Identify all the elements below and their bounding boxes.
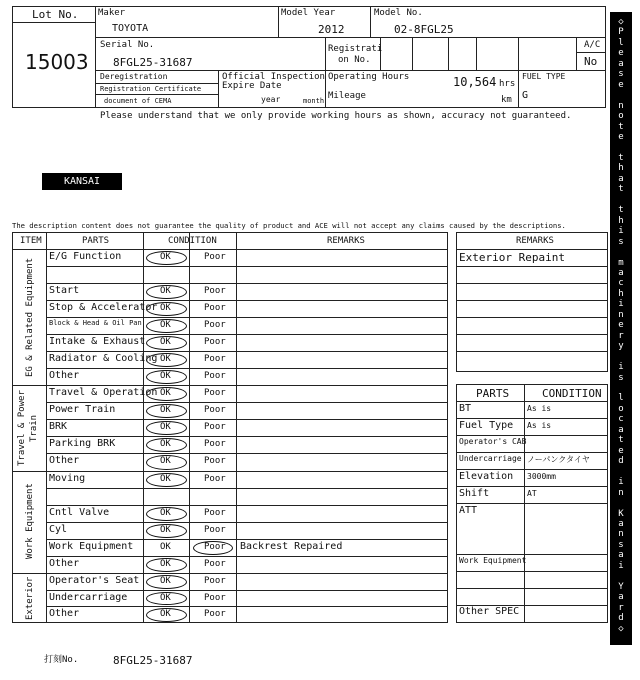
ok-selected-oval [146,524,187,538]
sidebar-char: ◇ [618,17,624,27]
row-part-label: Other [49,558,80,569]
ok-selected-oval [146,319,187,333]
col-header-remarks: REMARKS [327,236,365,246]
condition-ok: OK [160,439,171,449]
sidebar-char: i [618,560,624,571]
ok-selected-oval [146,558,187,572]
ok-selected-oval [146,608,187,622]
sidebar-char: t [618,184,624,195]
sidebar-char: o [618,111,624,122]
sidebar-char: l [618,37,624,48]
sidebar-char: i [618,477,624,488]
poor-selected-oval [193,541,233,555]
right-remarks-first: Exterior Repaint [459,251,565,264]
condition-poor: Poor [204,593,226,603]
condition-ok: OK [160,542,171,552]
condition-ok: OK [160,474,171,484]
model-year-label: Model Year [281,8,336,18]
fuel-type-label: FUEL TYPE [522,72,566,81]
sidebar-char: n [618,487,624,498]
sidebar-char: o [618,403,624,414]
ok-selected-oval [146,473,187,487]
sidebar-char: Y [618,581,624,592]
year-label: year [261,95,281,104]
condition-ok: OK [160,388,171,398]
condition-poor: Poor [204,405,226,415]
group-label-travel-2: Train [29,414,39,442]
right-parts-col-parts: PARTS [476,387,510,400]
operating-hours-value: 10,564 [453,75,497,89]
row-part-label: Block & Head & Oil Pan [49,319,142,327]
row-part-label: Operator's Seat [49,575,140,586]
month-label: month [303,97,325,105]
sidebar-char: s [618,69,624,80]
row-part-label: Undercarriage [49,592,128,603]
sidebar-char: P [618,27,624,38]
condition-poor: Poor [204,252,226,262]
sidebar-char: l [618,393,624,404]
sidebar-char: a [618,592,624,603]
sidebar-char: e [618,445,624,456]
condition-poor: Poor [204,422,226,432]
spec-part-label: Undercarriage [459,454,522,463]
condition-ok: OK [160,576,171,586]
group-label-travel-1: Travel & Power [17,390,27,466]
ok-selected-oval [146,285,187,299]
stamp-value: 8FGL25-31687 [113,654,193,667]
sidebar-char: i [618,362,624,373]
hours-notice: Please understand that we only provide working hours as shown, accuracy not guaranteed. [100,111,572,121]
spec-part-label: Shift [459,488,490,499]
maker-label: Maker [98,8,126,18]
model-year-value: 2012 [318,23,345,36]
serial-no-value: 8FGL25-31687 [113,56,193,69]
sidebar-char: s [618,539,624,550]
ok-selected-oval [146,387,187,401]
row-part-label: Other [49,608,80,619]
fuel-type-value: G [522,90,529,101]
spec-condition-value: AT [527,489,537,498]
spec-part-label: Elevation [459,471,514,482]
spec-part-label: ATT [459,505,478,516]
sidebar-char: a [618,58,624,69]
sidebar-char: t [618,435,624,446]
spec-part-label: BT [459,403,472,414]
condition-ok: OK [160,337,171,347]
sidebar-char: r [618,330,624,341]
group-label-eg: EG & Related Equipment [25,257,35,378]
condition-ok: OK [160,303,171,313]
row-part-label: Cyl [49,524,68,535]
row-part-label: BRK [49,421,68,432]
sidebar-char: y [618,341,624,352]
row-part-label: Intake & Exhaust [49,336,146,347]
model-no-value: 02-8FGL25 [394,23,454,36]
condition-ok: OK [160,456,171,466]
sidebar-char: n [618,100,624,111]
row-part-label: Other [49,370,80,381]
condition-poor: Poor [204,576,226,586]
sidebar-char: r [618,602,624,613]
spec-condition-value: ノーパンクタイヤ [527,455,590,464]
sidebar-char: s [618,236,624,247]
row-part-label: Cntl Valve [49,507,110,518]
row-part-label: E/G Function [49,251,122,262]
cema-document-label: document of CEMA [104,97,172,105]
row-part-label: Start [49,285,80,296]
sidebar-char: t [618,152,624,163]
sidebar-char: h [618,163,624,174]
spec-condition-value: As is [527,404,552,413]
row-part-label: Work Equipment [49,541,134,552]
spec-part-label: Work Equipment [459,556,527,565]
group-label-work: Work Equipment [25,483,35,560]
serial-no-label: Serial No. [100,40,155,50]
condition-ok: OK [160,286,171,296]
condition-poor: Poor [204,354,226,364]
spec-part-label: Fuel Type [459,420,514,431]
row-part-label: Radiator & Cooling [49,353,158,364]
condition-poor: Poor [204,337,226,347]
inspection-label-1: Official Inspection [222,72,325,82]
condition-ok: OK [160,609,171,619]
condition-poor: Poor [204,286,226,296]
sidebar-char: s [618,372,624,383]
condition-poor: Poor [204,456,226,466]
sidebar-char: a [618,173,624,184]
right-remarks-header: REMARKS [516,236,554,246]
ok-selected-oval [146,353,187,367]
operating-hours-label: Operating Hours [328,72,410,82]
row-remark: Backrest Repaired [240,541,343,552]
sidebar-char: a [618,518,624,529]
condition-ok: OK [160,593,171,603]
spec-part-label: Operator's CAB [459,437,527,446]
model-no-label: Model No. [374,8,423,18]
condition-poor: Poor [204,474,226,484]
sidebar-char: m [618,257,624,268]
col-header-item: ITEM [20,236,42,246]
ok-selected-oval [146,455,187,470]
ok-selected-oval [146,438,187,452]
sidebar-char: d [618,456,624,467]
condition-poor: Poor [204,525,226,535]
sidebar-char: e [618,320,624,331]
mileage-label: Mileage [328,91,366,101]
spec-part-label: Other SPEC [459,606,520,617]
sidebar-char: i [618,226,624,237]
sidebar-char: a [618,550,624,561]
ok-selected-oval [146,421,187,435]
condition-poor: Poor [204,542,226,552]
condition-ok: OK [160,252,171,262]
lot-no-label: Lot No. [32,8,79,21]
condition-ok: OK [160,354,171,364]
row-part-label: Travel & Operation [49,387,158,398]
sidebar-char: h [618,215,624,226]
condition-ok: OK [160,405,171,415]
condition-poor: Poor [204,609,226,619]
ok-selected-oval [146,336,187,350]
registration-label-1: Registrati [328,44,383,54]
condition-poor: Poor [204,439,226,449]
sidebar-char: e [618,79,624,90]
condition-ok: OK [160,559,171,569]
sidebar-char: n [618,309,624,320]
row-part-label: Stop & Accelerator [49,302,158,313]
condition-poor: Poor [204,559,226,569]
ok-selected-oval [146,302,187,316]
stamp-label: 打刻No. [44,655,79,665]
km-unit: km [501,95,512,105]
sidebar-char: c [618,414,624,425]
disclaimer: The description content does not guarantee the quality of product and ACE will not accept any claims caused by the descriptions. [12,221,566,230]
ok-selected-oval [146,404,187,418]
condition-poor: Poor [204,303,226,313]
ok-selected-oval [146,370,187,384]
sidebar-char: e [618,48,624,59]
lot-no-value: 15003 [25,50,89,74]
sidebar-char: n [618,529,624,540]
row-part-label: Other [49,455,80,466]
sidebar-char: ◇ [618,623,624,634]
row-part-label: Moving [49,473,86,484]
sidebar-char: a [618,267,624,278]
sidebar-char: c [618,278,624,289]
condition-ok: OK [160,371,171,381]
right-parts-col-condition: CONDITION [542,387,602,400]
sidebar-char: e [618,132,624,143]
registration-label-2: on No. [338,55,371,65]
sidebar-char: i [618,299,624,310]
sidebar-char: a [618,424,624,435]
col-header-condition: CONDITION [168,236,217,246]
sidebar-char: t [618,205,624,216]
ok-selected-oval [146,507,187,521]
spec-condition-value: 3000mm [527,472,556,481]
sidebar-char: K [618,508,624,519]
condition-poor: Poor [204,371,226,381]
ac-label: A/C [584,40,601,50]
ok-selected-oval [146,251,187,265]
location-notice-sidebar [610,12,632,645]
maker-value: TOYOTA [112,23,149,34]
condition-ok: OK [160,508,171,518]
row-part-label: Power Train [49,404,116,415]
condition-poor: Poor [204,388,226,398]
condition-ok: OK [160,320,171,330]
group-label-exterior: Exterior [25,576,35,620]
row-part-label: Parking BRK [49,438,116,449]
condition-ok: OK [160,422,171,432]
location-badge: KANSAI [42,173,122,190]
hrs-unit: hrs [499,79,516,89]
condition-poor: Poor [204,320,226,330]
sidebar-char: h [618,288,624,299]
col-header-parts: PARTS [82,236,110,246]
sidebar-char: t [618,121,624,132]
ok-selected-oval [146,575,187,589]
spec-condition-value: As is [527,421,552,430]
condition-ok: OK [160,525,171,535]
deregistration-label: Deregistration [100,72,168,81]
inspection-label-2: Expire Date [222,81,282,91]
ac-value: No [584,55,598,68]
sidebar-char: d [618,613,624,624]
ok-selected-oval [146,592,187,605]
registration-certificate-label: Registration Certificate [100,85,202,93]
condition-poor: Poor [204,508,226,518]
